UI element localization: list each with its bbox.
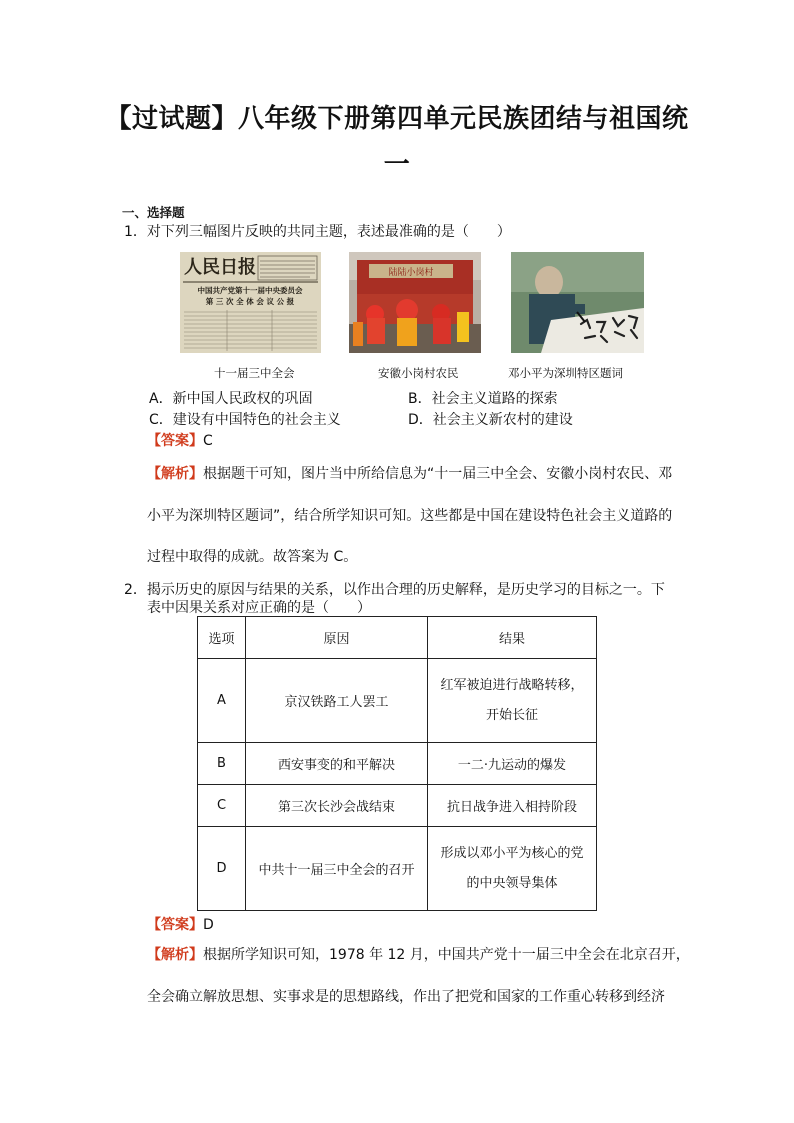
answer-tag: 【答案】	[147, 433, 203, 449]
caption-xiaogang: 安徽小岗村农民	[378, 366, 459, 380]
explanation-tag: 【解析】	[147, 466, 203, 482]
document-title: 【过试题】八年级下册第四单元民族团结与祖国统一	[105, 104, 689, 180]
xiaogang-village-photo	[349, 252, 481, 353]
newspaper-headline-1: 中国共产党第十一届中央委员会	[197, 286, 303, 295]
q2-explanation-line-2: 全会确立解放思想、实事求是的思想路线，作出了把党和国家的工作重心转移到经济	[147, 989, 665, 1005]
q1-option-b: B．社会主义道路的探索	[408, 391, 558, 407]
header-result: 结果	[428, 617, 597, 659]
caption-third-plenum: 十一届三中全会	[214, 366, 295, 380]
q1-option-d: D．社会主义新农村的建设	[408, 412, 573, 428]
question-2-stem-line-1: 2．揭示历史的原因与结果的关系，以作出合理的历史解释，是历史学习的目标之一。下	[124, 582, 665, 598]
caption-deng-inscription: 邓小平为深圳特区题词	[508, 366, 623, 380]
village-banner: 陆陆小岗村	[388, 268, 434, 278]
q1-explanation-line-3: 过程中取得的成就。故答案为 C。	[147, 549, 358, 565]
q2-explanation-line-1: 【解析】根据所学知识可知，1978 年 12 月，中国共产党十一届三中全会在北京召开，	[147, 947, 690, 963]
answer-value: D	[203, 917, 214, 933]
q1-answer	[147, 430, 213, 450]
answer-value: C	[203, 433, 213, 449]
newspaper-headline-2: 第 三 次 全 体 会 议 公 报	[205, 297, 295, 306]
table-row: A 京汉铁路工人罢工 红军被迫进行战略转移， 开始长征	[198, 659, 597, 743]
q1-option-c: C．建设有中国特色的社会主义	[149, 412, 341, 428]
newspaper-photo	[180, 252, 321, 353]
cause-effect-table	[197, 616, 597, 911]
deng-calligraphy-photo	[511, 252, 644, 353]
q1-explanation-line-1: 【解析】根据题干可知，图片当中所给信息为“十一届三中全会、安徽小岗村农民、邓	[147, 466, 673, 482]
q1-explanation-line-2: 小平为深圳特区题词”，结合所学知识可知。这些都是中国在建设特色社会主义道路的	[147, 508, 673, 524]
table-row: B 西安事变的和平解决 一二·九运动的爆发	[198, 743, 597, 785]
q1-option-a: A．新中国人民政权的巩固	[149, 391, 313, 407]
header-cause: 原因	[246, 617, 428, 659]
newspaper-masthead: 人民日报	[184, 257, 256, 278]
question-1-stem: 1．对下列三幅图片反映的共同主题，表述最准确的是（ ）	[124, 224, 511, 240]
section-heading: 一、选择题	[122, 205, 185, 220]
table-row: C 第三次长沙会战结束 抗日战争进入相持阶段	[198, 785, 597, 827]
answer-tag: 【答案】	[147, 917, 203, 933]
explanation-tag: 【解析】	[147, 947, 203, 963]
question-2-stem-line-2: 表中因果关系对应正确的是（ ）	[147, 600, 371, 616]
table-header-row	[198, 617, 597, 659]
q2-answer	[147, 914, 214, 934]
header-option: 选项	[198, 617, 246, 659]
table-row: D 中共十一届三中全会的召开 形成以邓小平为核心的党 的中央领导集体	[198, 827, 597, 911]
